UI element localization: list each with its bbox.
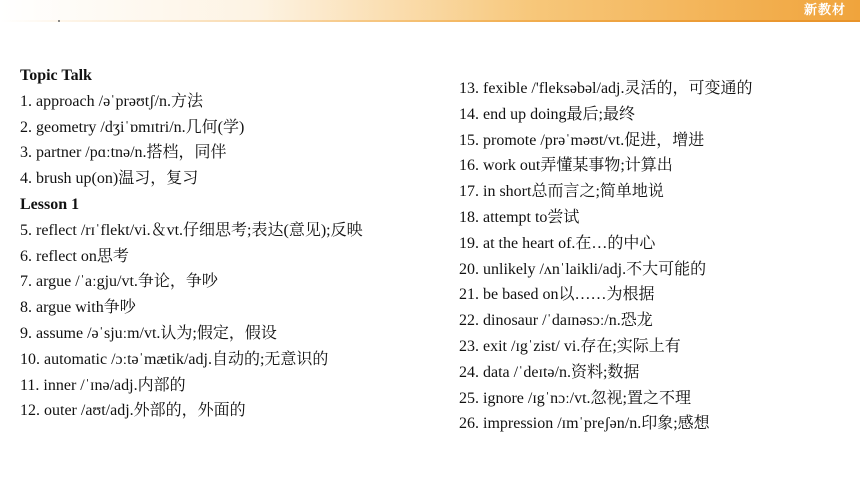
vocabulary-item: 3. partner /pɑːtnə/n.搭档，同伴 xyxy=(20,144,227,162)
vocabulary-item: 26. impression /ɪmˈpreʃən/n.印象;感想 xyxy=(459,415,710,433)
vocabulary-item: 16. work out弄懂某事物;计算出 xyxy=(459,157,673,175)
vocabulary-list-left xyxy=(20,63,363,424)
vocabulary-item: 18. attempt to尝试 xyxy=(459,208,580,226)
decorative-dot xyxy=(58,20,60,22)
vocabulary-item: 17. in short总而言之;简单地说 xyxy=(459,183,664,201)
header-underline xyxy=(0,20,860,22)
vocabulary-list-right xyxy=(459,76,753,437)
vocabulary-item: 11. inner /ˈɪnə/adj.内部的 xyxy=(20,376,186,394)
vocabulary-item: 22. dinosaur /ˈdaɪnəsɔː/n.恐龙 xyxy=(459,312,653,330)
section-heading: Topic Talk xyxy=(20,67,92,84)
vocabulary-item: 8. argue with争吵 xyxy=(20,299,136,317)
vocabulary-item: 4. brush up(on)温习，复习 xyxy=(20,170,199,188)
vocabulary-item: 7. argue /ˈaːgju/vt.争论，争吵 xyxy=(20,273,218,291)
vocabulary-item: 10. automatic /ɔːtəˈmætik/adj.自动的;无意识的 xyxy=(20,350,329,368)
vocabulary-item: 6. reflect on思考 xyxy=(20,247,129,265)
section-heading: Lesson 1 xyxy=(20,195,80,213)
vocabulary-item: 2. geometry /dʒiˈɒmɪtri/n.几何(学) xyxy=(20,118,245,136)
vocabulary-item: 9. assume /əˈsjuːm/vt.认为;假定，假设 xyxy=(20,324,277,342)
vocabulary-item: 19. at the heart of.在…的中心 xyxy=(459,234,656,252)
vocabulary-item: 20. unlikely /ʌnˈlaikli/adj.不大可能的 xyxy=(459,260,707,278)
vocabulary-item: 25. ignore /ɪgˈnɔː/vt.忽视;置之不理 xyxy=(459,389,691,407)
vocabulary-item: 13. fexible /'fleksəbəl/adj.灵活的，可变通的 xyxy=(459,80,753,97)
vocabulary-item: 14. end up doing最后;最终 xyxy=(459,105,635,123)
vocabulary-item: 15. promote /prəˈməʊt/vt.促进，增进 xyxy=(459,131,705,149)
brand-label: 新教材 xyxy=(803,3,846,18)
header-bar xyxy=(0,0,860,22)
vocabulary-item: 1. approach /əˈprəʊtʃ/n.方法 xyxy=(20,92,203,110)
vocabulary-item: 12. outer /aʊt/adj.外部的，外面的 xyxy=(20,402,246,420)
vocabulary-item: 5. reflect /rɪˈflekt/vi.＆vt.仔细思考;表达(意见);反映 xyxy=(20,221,363,239)
vocabulary-item: 24. data /ˈdeɪtə/n.资料;数据 xyxy=(459,363,640,381)
vocabulary-item: 21. be based on以……为根据 xyxy=(459,286,655,304)
vocabulary-item: 23. exit /ɪgˈzist/ vi.存在;实际上有 xyxy=(459,337,681,355)
